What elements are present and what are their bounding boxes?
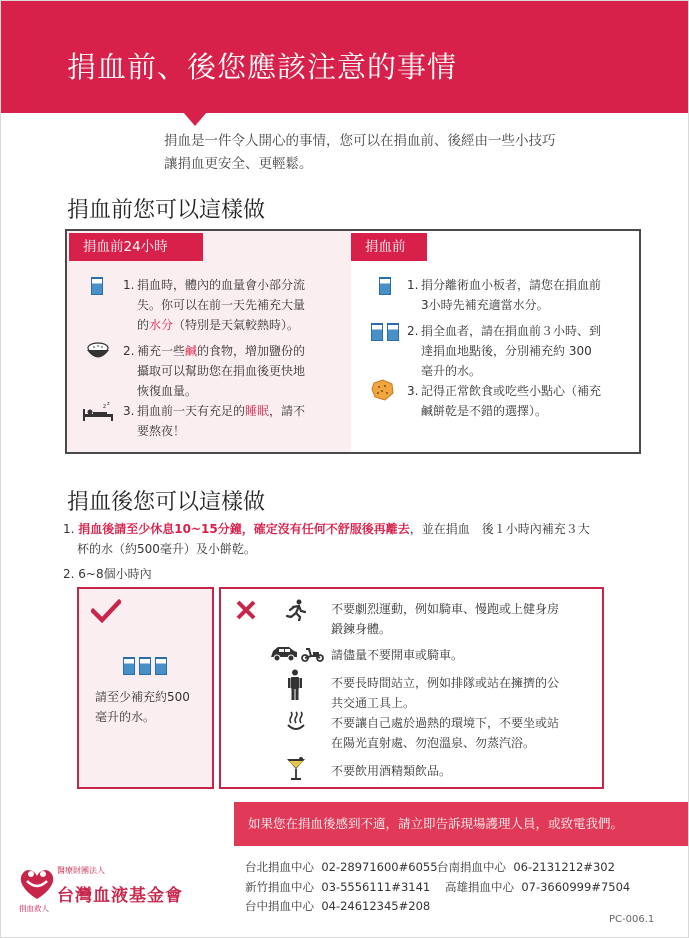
do-text	[95, 687, 190, 727]
item-text: 補充一些	[137, 344, 186, 358]
dont-box	[219, 587, 604, 789]
contact-name: 高雄捐血中心	[445, 880, 514, 894]
dont-item	[331, 673, 591, 713]
page-title: 捐血前、後您應該注意的事情	[67, 50, 458, 84]
item-text: 的食物，增加鹽份的	[197, 344, 306, 358]
dont-item-line: 在陽光直射處、勿泡溫泉、勿蒸汽浴。	[331, 736, 536, 750]
logo-sub-text: 捐血救人	[19, 904, 49, 913]
cracker-icon	[371, 379, 395, 401]
dont-item	[331, 645, 591, 665]
intro-text	[164, 130, 634, 176]
logo-name-text: 台灣血液基金會	[57, 886, 183, 906]
dont-item	[331, 713, 591, 753]
item-line: 攝取可以幫助您在捐血後更快地	[137, 364, 306, 378]
contact-name: 台北捐血中心	[245, 860, 314, 874]
hot-spring-icon	[285, 711, 307, 733]
after-item-2: 2. 6~8個小時內	[63, 567, 152, 581]
car-scooter-icon	[269, 643, 325, 663]
do-box	[77, 587, 214, 789]
svg-text:z: z	[103, 403, 107, 410]
rice-bowl-icon	[85, 341, 111, 361]
before-heading: 捐血前您可以這樣做	[67, 198, 266, 223]
checkmark-icon	[91, 599, 121, 623]
contact-phone: 02-28971600#6055	[321, 860, 438, 874]
contact-name: 台南捐血中心	[437, 860, 506, 874]
list-item	[123, 341, 345, 401]
highlight-text: 鹹	[185, 344, 198, 358]
tab-before: 捐血前	[351, 233, 427, 261]
sleeping-bed-icon	[81, 401, 115, 423]
item-number: 2.	[407, 324, 419, 338]
contact-entry	[245, 859, 438, 875]
dont-item-line: 鍛鍊身體。	[331, 622, 392, 636]
contact-phone: 03-5556111#3141	[321, 880, 431, 894]
water-cup-icon	[387, 323, 399, 341]
highlight-text: 捐血後請至少休息10~15分鐘，確定沒有任何不舒服後再離去	[78, 522, 410, 536]
list-item	[407, 321, 639, 381]
after-item-1	[63, 519, 623, 559]
dont-item-line: 共交通工具上。	[331, 696, 416, 710]
cross-icon	[235, 599, 257, 621]
dont-item-line: 不要飲用酒精類飲品。	[331, 764, 452, 778]
banner-notch	[183, 112, 207, 126]
foundation-logo-icon	[17, 865, 57, 901]
tab-before-24h: 捐血前24小時	[69, 233, 203, 261]
item-line: 杯的水（約500毫升）及小餅乾。	[77, 542, 256, 556]
water-cup-icon	[139, 657, 151, 675]
item-text: 的	[137, 318, 150, 332]
contact-entry	[245, 898, 430, 914]
contact-entry	[437, 859, 615, 875]
item-line: 恢復血量。	[137, 384, 198, 398]
item-line: 捐全血者，請在捐血前３小時、到	[421, 324, 602, 338]
logo-org-text: 醫療財團法人	[57, 866, 105, 875]
item-line: 達捐血地點後，分別補充約 300	[421, 344, 592, 358]
list-item	[407, 275, 639, 315]
list-item	[407, 381, 639, 421]
item-text: ，請不	[269, 404, 306, 418]
cocktail-icon	[285, 757, 307, 781]
list-item	[123, 401, 345, 441]
item-line: 毫升的水。	[421, 364, 482, 378]
dont-item-line: 請儘量不要開車或騎車。	[331, 648, 464, 662]
item-line: 捐分離術血小板者，請您在捐血前	[421, 278, 602, 292]
highlight-text: 水分	[149, 318, 174, 332]
item-line: 鹹餅乾是不錯的選擇）。	[421, 404, 548, 418]
notice-bar: 如果您在捐血後感到不適，請立即告訴現場護理人員，或致電我們。	[234, 802, 688, 846]
item-number: 3.	[407, 384, 419, 398]
item-line: 捐血時，體內的血量會小部分流	[137, 278, 306, 292]
before-box	[65, 229, 641, 454]
dont-item	[331, 599, 591, 639]
contact-name: 台中捐血中心	[245, 899, 314, 913]
do-text-line: 請至少補充約500	[95, 690, 190, 704]
contact-phone: 07-3660999#7504	[521, 880, 631, 894]
water-cup-icon	[371, 323, 383, 341]
after-heading: 捐血後您可以這樣做	[67, 490, 266, 515]
contact-name: 新竹捐血中心	[245, 880, 314, 894]
dont-item-line: 不要讓自己處於過熱的環境下，不要坐或站	[331, 716, 560, 730]
water-cup-icon	[91, 277, 103, 295]
dont-item-line: 不要長時間站立，例如排隊或站在擁擠的公	[331, 676, 560, 690]
item-line: 要熬夜！	[137, 424, 186, 438]
standing-person-icon	[287, 669, 303, 701]
contact-entry	[245, 879, 430, 895]
contact-phone: 04-24612345#208	[321, 899, 431, 913]
item-number: 3.	[123, 404, 135, 418]
water-cup-icon	[123, 657, 135, 675]
highlight-text: 睡眠	[245, 404, 270, 418]
dont-item	[331, 761, 591, 781]
item-line: 3小時先補充適當水分。	[421, 298, 549, 312]
svg-text:z: z	[107, 401, 110, 407]
intro-line: 捐血是一件令人開心的事情，您可以在捐血前、後經由一些小技巧	[164, 133, 556, 149]
header-banner	[1, 1, 688, 113]
item-number: 2.	[123, 344, 135, 358]
water-cup-icon	[379, 277, 391, 295]
water-cup-icon	[155, 657, 167, 675]
dont-item-line: 不要劇烈運動，例如騎車、慢跑或上健身房	[331, 602, 560, 616]
item-number: 1.	[123, 278, 135, 292]
intro-line: 讓捐血更安全、更輕鬆。	[164, 156, 313, 172]
do-text-line: 毫升的水。	[95, 710, 156, 724]
running-person-icon	[285, 599, 307, 621]
list-item	[123, 275, 345, 335]
item-text: ，並在捐血 後１小時內補充３大	[409, 522, 590, 536]
item-line: 記得正常飲食或吃些小點心（補充	[421, 384, 602, 398]
item-text: （特別是天氣較熱時）。	[173, 318, 300, 332]
item-line: 失。你可以在前一天先補充大量	[137, 298, 306, 312]
item-number: 1.	[407, 278, 419, 292]
contact-phone: 06-2131212#302	[513, 860, 615, 874]
item-text: 捐血前一天有充足的	[137, 404, 246, 418]
contact-entry	[445, 879, 630, 895]
document-code: PC-006.1	[609, 914, 655, 925]
item-number: 1.	[63, 522, 75, 536]
